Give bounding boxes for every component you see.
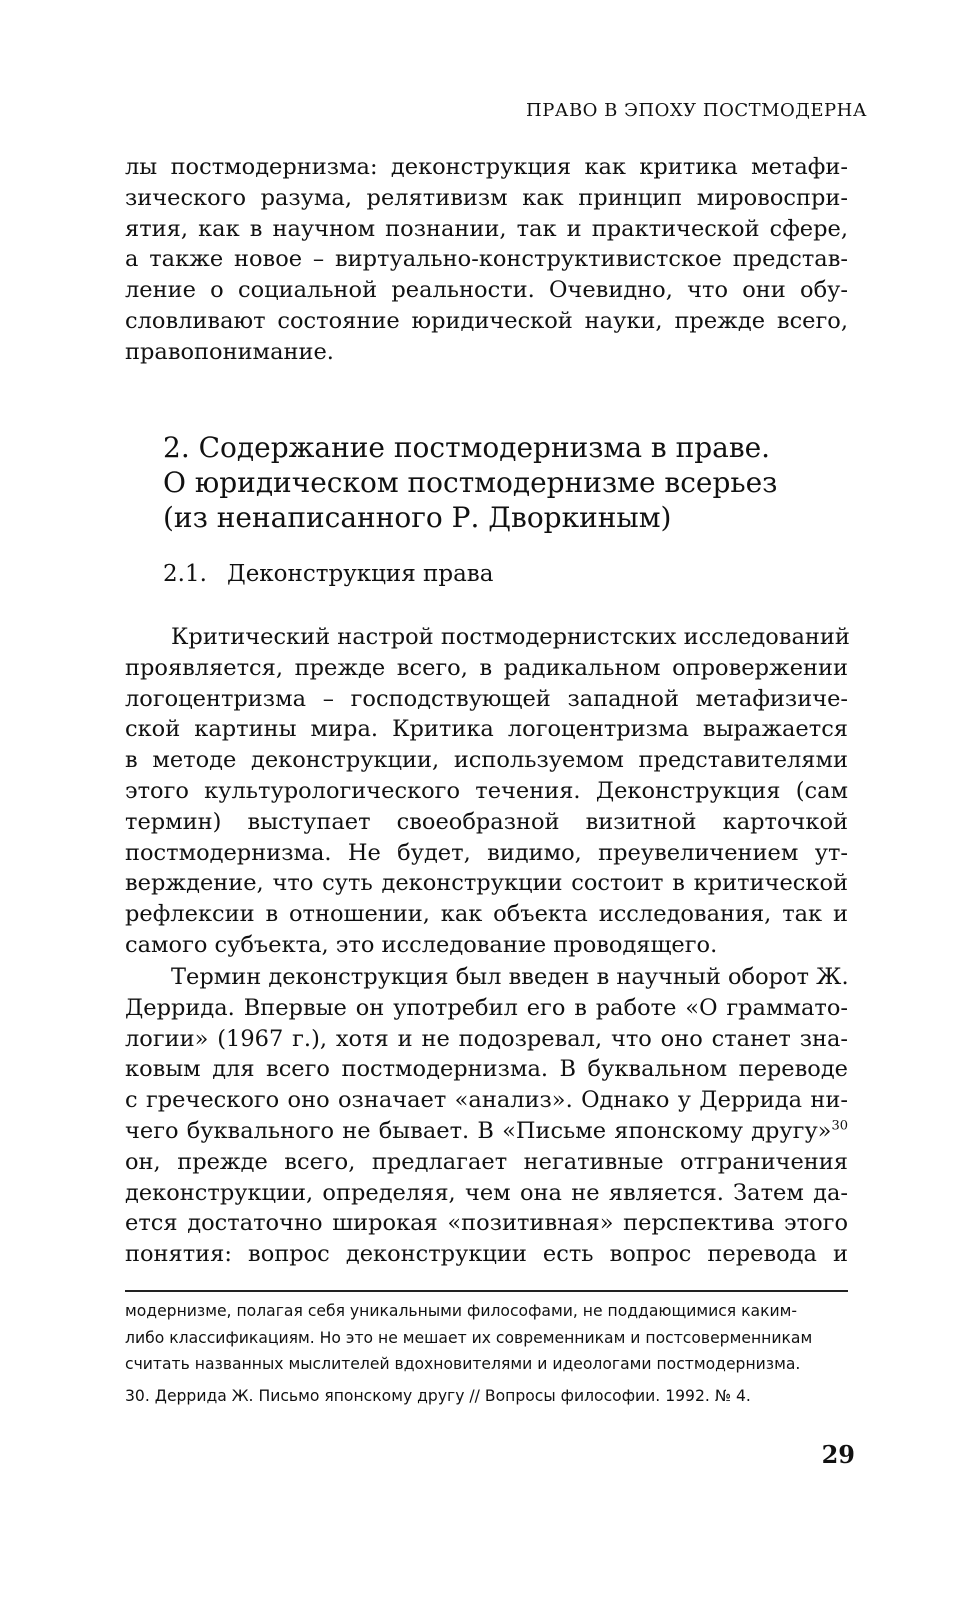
footnote-continued [125, 1298, 848, 1378]
subsection-number: 2.1. [163, 561, 207, 587]
text-line: ковым для всего постмодернизма. В буквальном переводе [125, 1056, 848, 1083]
text-line: правопонимание. [125, 338, 334, 365]
text-line: верждение, что суть деконструкции состоит в критической [125, 870, 848, 897]
paragraph-2 [125, 962, 848, 1270]
section-heading [163, 430, 777, 535]
text-line: ление о социальной реальности. Очевидно, что они обу- [125, 277, 848, 304]
text-line: понятия: вопрос деконструкции есть вопрос перевода и [125, 1241, 848, 1268]
text-line: словливают состояние юридической науки, прежде всего, [125, 307, 848, 334]
text-line: в методе деконструкции, используемом представителями [125, 747, 848, 774]
heading-line: 2. Содержание постмодернизма в праве. [163, 431, 771, 464]
text-line: чего буквального не бывает. В «Письме японскому другу» [125, 1117, 832, 1144]
footnote-line: либо классификациям. Но это не мешает их современникам и постсоверменникам [125, 1328, 813, 1347]
text-line: проявляется, прежде всего, в радикальном опровержении [125, 654, 848, 681]
text-line: логоцентризма – господствующей западной метафизиче- [125, 685, 848, 712]
text-line: ется достаточно широкая «позитивная» перспектива этого [125, 1210, 848, 1237]
text-line: самого субъекта, это исследование проводящего. [125, 931, 718, 958]
text-line-with-footnote [125, 1116, 848, 1147]
page-number: 29 [821, 1440, 855, 1469]
text-line: ской картины мира. Критика логоцентризма выражается [125, 716, 848, 743]
subsection-heading [163, 561, 493, 587]
heading-line: (из ненаписанного Р. Дворкиным) [163, 501, 672, 534]
footnote-line: считать названных мыслителей вдохновителями и идеологами постмодернизма. [125, 1355, 801, 1373]
text-line: деконструкции, определяя, чем она не является. Затем да- [125, 1179, 848, 1206]
running-header: ПРАВО В ЭПОХУ ПОСТМОДЕРНА [526, 100, 867, 121]
text-line: Деррида. Впервые он употребил его в работе «О граммато- [125, 994, 848, 1021]
intro-paragraph [125, 152, 848, 368]
footnote-reference[interactable]: 30 [831, 1118, 848, 1134]
text-line: он, прежде всего, предлагает негативные отграничения [125, 1148, 848, 1175]
text-line: ятия, как в научном познании, так и практической сфере, [125, 215, 848, 242]
footnote-divider [125, 1290, 848, 1292]
text-line: с греческого оно означает «анализ». Однако у Деррида ни- [125, 1087, 848, 1114]
text-line: рефлексии в отношении, как объекта исследования, так и [125, 901, 848, 928]
footnote-line: модернизме, полагая себя уникальными философами, не поддающимися каким- [125, 1302, 798, 1320]
text-line: логии» (1967 г.), хотя и не подозревал, что оно станет зна- [125, 1025, 848, 1052]
text-line: лы постмодернизма: деконструкция как критика метафи- [125, 154, 848, 180]
heading-line: О юридическом постмодернизме всерьез [163, 466, 778, 499]
text-line: Термин деконструкция был введен в научный оборот Ж. [171, 964, 849, 990]
subsection-title: Деконструкция права [227, 561, 494, 587]
text-line: постмодернизма. Не будет, видимо, преувеличением ут- [125, 839, 848, 866]
text-line: этого культурологического течения. Деконструкция (сам [125, 777, 848, 804]
text-line: термин) выступает своеобразной визитной карточкой [125, 808, 848, 835]
text-line: зического разума, релятивизм как принцип мировоспри- [125, 184, 848, 211]
footnote-30: 30. Деррида Ж. Письмо японскому другу // Вопросы философии. 1992. № 4. [125, 1387, 751, 1405]
paragraph-1 [125, 622, 848, 961]
text-line: Критический настрой постмодернистских исследований [171, 624, 850, 650]
text-line: а также новое – виртуально-конструктивистское представ- [125, 246, 848, 273]
